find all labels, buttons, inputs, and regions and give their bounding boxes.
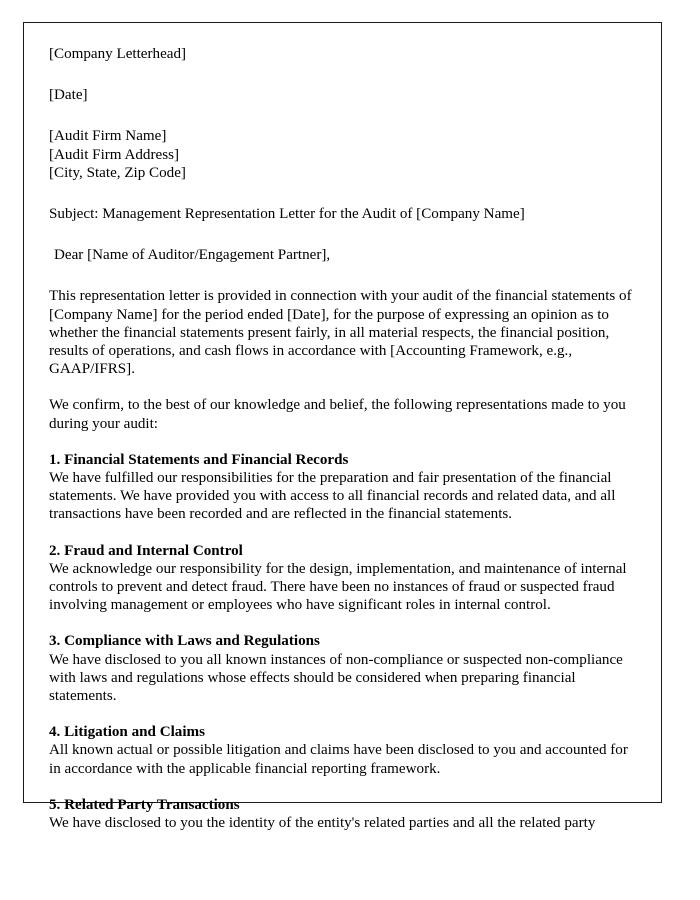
company-letterhead: [Company Letterhead] [49, 46, 187, 62]
confirmation-paragraph: We confirm, to the best of our knowledge and belief, the following representations made to you during your audit: [49, 397, 626, 432]
salutation: Dear [Name of Auditor/Engagement Partner], [54, 247, 331, 264]
letter-date: [Date] [49, 87, 88, 104]
section-4-body: All known actual or possible litigation and claims have been disclosed to you and accounted for in accordance with the applicable financial reporting framework. [49, 742, 628, 777]
spacer [49, 63, 638, 86]
section-3-body: We have disclosed to you all known instances of non-compliance or suspected non-compliance with laws and regulations whose effects should be considered when preparing financial statements. [49, 651, 623, 705]
spacer [49, 778, 638, 796]
section-3-heading: 3. Compliance with Laws and Regulations [49, 633, 320, 650]
audit-firm-city-state-zip: [City, State, Zip Code] [49, 164, 186, 181]
spacer [49, 705, 638, 723]
section-5-heading: 5. Related Party Transactions [49, 796, 240, 813]
intro-paragraph: This representation letter is provided in connection with your audit of the financial statements of [Company Name] for the period ended [Date], for the purpose of expressing an opinion as to whether the financial statements present fairly, in all material respects, the financial position, results of operations, and cash flows in accordance with [Accounting Framework, e.g., GAAP/IFRS]. [49, 288, 632, 378]
spacer [49, 614, 638, 632]
spacer [49, 104, 638, 127]
spacer [49, 182, 638, 205]
letter-body [49, 45, 638, 832]
subject-line: Subject: Management Representation Letter for the Audit of [Company Name] [49, 206, 525, 223]
document-page [23, 22, 662, 832]
section-2-body: We acknowledge our responsibility for the design, implementation, and maintenance of internal controls to prevent and detect fraud. There have been no instances of fraud or suspected fraud involving management or employees who have significant roles in internal control. [49, 560, 627, 614]
spacer [49, 223, 638, 246]
spacer [49, 378, 638, 396]
section-1-body: We have fulfilled our responsibilities for the preparation and fair presentation of the financial statements. We have provided you with access to all financial records and related data, and all transactions have been recorded and are reflected in the financial statements. [49, 470, 616, 523]
spacer [49, 524, 638, 542]
spacer [49, 264, 638, 287]
section-5-body: We have disclosed to you the identity of the entity's related parties and all the related party [49, 815, 596, 832]
section-4-heading: 4. Litigation and Claims [49, 724, 205, 741]
section-2-heading: 2. Fraud and Internal Control [49, 542, 243, 559]
spacer [49, 433, 638, 451]
audit-firm-address: [Audit Firm Address] [49, 146, 179, 163]
audit-firm-name: [Audit Firm Name] [49, 128, 167, 145]
section-1-heading: 1. Financial Statements and Financial Records [49, 451, 349, 468]
